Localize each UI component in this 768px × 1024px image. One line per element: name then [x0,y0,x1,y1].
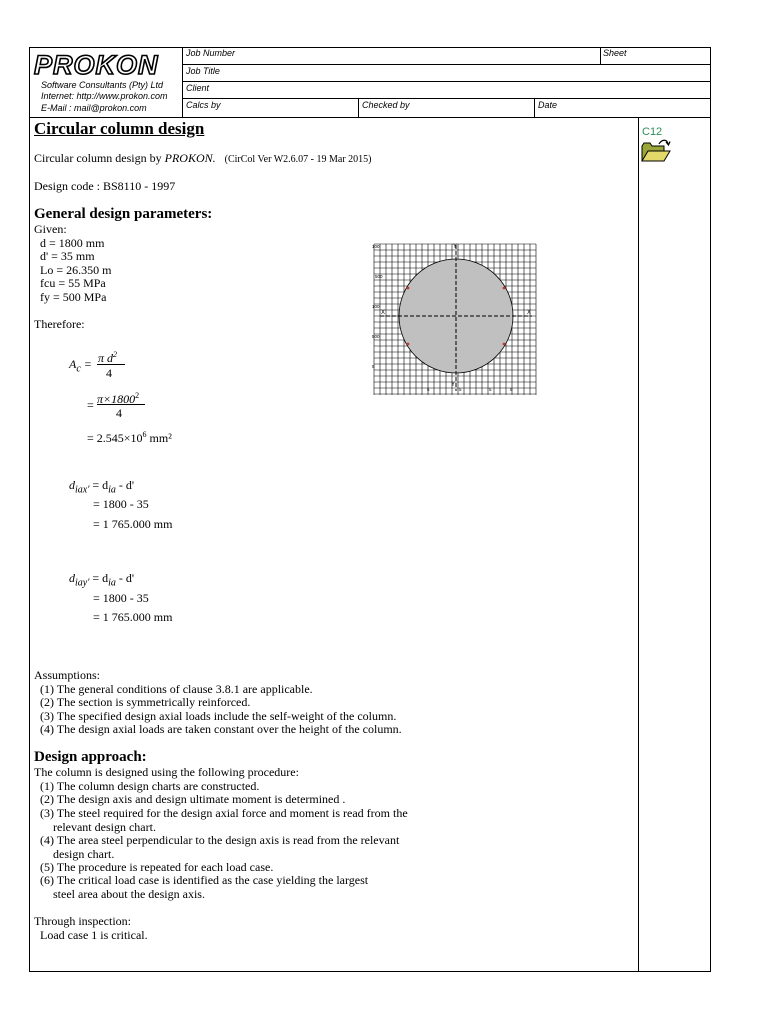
sheet-divider [600,47,601,64]
column-section-figure [370,241,538,398]
inspection-result: Load case 1 is critical. [40,928,148,942]
approach-item: (2) The design axis and design ultimate moment is determined . [40,792,346,806]
tick-label: 100 [372,244,380,249]
assumptions-label: Assumptions: [34,668,101,682]
company-email: E-Mail : mail@prokon.com [41,103,147,113]
intro-line [34,152,371,166]
tick-label: 5 [510,387,513,392]
approach-item: (4) The area steel perpendicular to the design axis is read from the relevant [40,833,400,847]
calc-code: C12 [642,126,663,138]
tick-label: 5 [427,387,430,392]
job-number-label: Job Number [186,48,236,58]
design-code: Design code : BS8110 - 1997 [34,179,176,193]
tick-label: 5 [489,387,492,392]
ac-lhs: $A_c$ = [69,357,92,375]
assumption-item: (3) The specified design axial loads include the self-weight of the column. [40,709,397,723]
version-text: (CirCol Ver W2.6.07 - 19 Mar 2015) [224,154,372,165]
diay-line-1: $d_{iay'} = d_{ia} - d'$ [69,571,135,589]
date-label: Date [538,100,558,110]
approach-intro: The column is designed using the following procedure: [34,765,299,779]
given-item: fcu = 55 MPa [40,276,106,290]
given-item: d' = 35 mm [40,249,95,263]
tick-label: 5 [459,387,462,392]
tick-label: 100 [372,304,380,309]
ac-denominator: 4 [106,366,112,380]
diax-line-2: = 1800 - 35 [93,497,149,511]
fraction-bar [97,364,125,365]
ac-result: = $2.545\times 10^6$ mm² [87,430,172,445]
diax-line-1: $d_{iax'} = d_{ia} - d'$ [69,478,135,496]
approach-item-cont: steel area about the design axis. [53,887,205,901]
given-item: d = 1800 mm [40,236,105,250]
prokon-logo: PROKON [34,50,159,80]
approach-item: (1) The column design charts are constructed. [40,779,260,793]
assumption-item: (2) The section is symmetrically reinforced. [40,695,251,709]
header-divider [182,47,183,117]
general-heading: General design parameters: [34,206,213,222]
margin-divider [638,117,639,972]
rebar-point [503,343,506,346]
checked-by-label: Checked by [362,100,410,110]
fraction-bar [97,404,145,405]
company-website: Internet: http://www.prokon.com [41,91,168,101]
given-label: Given: [34,222,67,236]
header-row-rule [182,98,711,99]
approach-item: (6) The critical load case is identified as the case yielding the largest [40,873,369,887]
client-label: Client [186,83,210,93]
axis-label-y-bottom: Y [451,382,456,388]
given-item: Lo = 26.350 m [40,263,112,277]
intro-prefix: Circular column design by [34,151,165,165]
tick-label: 5 [372,364,375,369]
company-name: Software Consultants (Pty) Ltd [41,80,164,90]
calcs-by-label: Calcs by [186,100,221,110]
sheet-label: Sheet [603,48,627,58]
checked-divider [358,98,359,117]
therefore-label: Therefore: [34,317,85,331]
header-row-rule [182,64,711,65]
approach-heading: Design approach: [34,749,147,765]
approach-item: (3) The steel required for the design axial force and moment is read from the [40,806,408,820]
approach-item-cont: design chart. [53,847,115,861]
ac-equals: = [87,398,94,412]
tick-label: 500 [372,334,380,339]
rebar-point [407,287,410,290]
ac-numerator-2: $\pi\times 1800^2$ [97,391,140,406]
diay-line-2: = 1800 - 35 [93,591,149,605]
diay-line-3: = 1 765.000 mm [93,610,173,624]
approach-item-cont: relevant design chart. [53,820,156,834]
axis-label-x-right: X [527,310,532,316]
rebar-point [503,287,506,290]
given-item: fy = 500 MPa [40,290,107,304]
page-title: Circular column design [34,119,205,138]
axis-label-x-left: X [381,310,386,316]
ac-denominator-2: 4 [116,406,122,420]
assumption-item: (1) The general conditions of clause 3.8.1 are applicable. [40,682,313,696]
assumption-item: (4) The design axial loads are taken constant over the height of the column. [40,722,402,736]
intro-brand: PROKON. [164,151,216,165]
date-divider [534,98,535,117]
diax-line-3: = 1 765.000 mm [93,517,173,531]
ac-numerator: π $d^2$ [98,350,118,365]
inspection-label: Through inspection: [34,914,131,928]
folder-open-icon[interactable] [640,138,672,164]
approach-item: (5) The procedure is repeated for each load case. [40,860,274,874]
job-title-label: Job Title [186,66,220,76]
tick-label: 500 [375,274,383,279]
header-bottom-rule [29,117,711,118]
axis-label-y-top: Y [453,244,458,250]
rebar-point [407,343,410,346]
header-row-rule [182,81,711,82]
